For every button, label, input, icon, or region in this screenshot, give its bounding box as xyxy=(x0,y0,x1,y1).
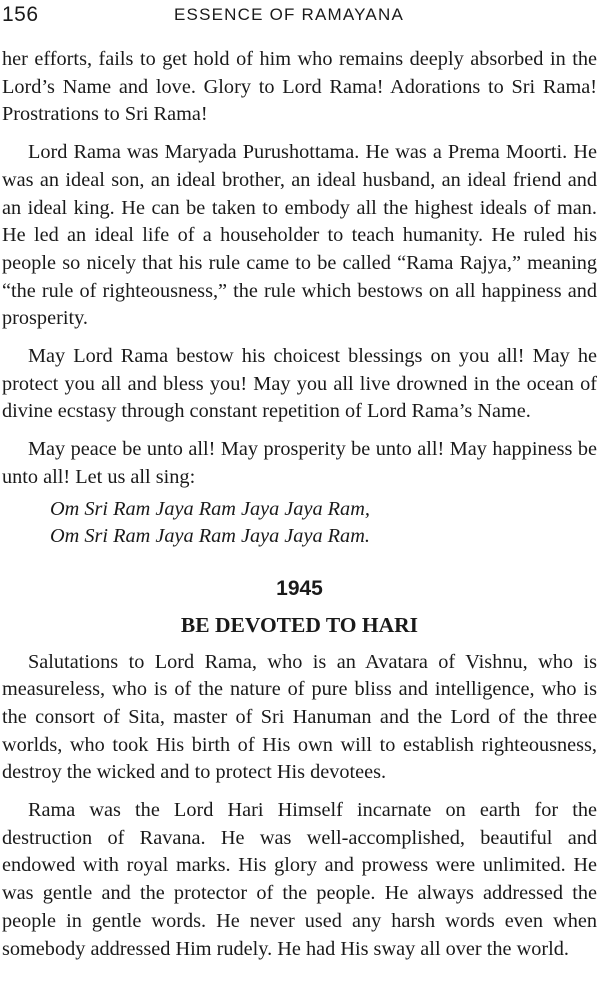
paragraph-ideals: Lord Rama was Maryada Purushottama. He was a Prema Moorti. He was an ideal son, an ideal brother, an ideal husband, an ideal friend and an ideal king. He can be taken to embody all the highest ideals of man. He led an ideal life of a householder to teach humanity. He ruled his people so nicely that his rule came to be called “Rama Rajya,” meaning “the rule of righteousness,” the rule which bestows on all happiness and prosperity. xyxy=(2,141,597,330)
paragraph-continued: her efforts, fails to get hold of him who remains deeply absorbed in the Lord’s Name and love. Glory to Lord Rama! Adorations to Sri Rama! Prostrations to Sri Rama! xyxy=(2,48,597,126)
section-title: BE DEVOTED TO HARI xyxy=(180,612,419,637)
chant-block xyxy=(2,496,597,550)
paragraph-peace: May peace be unto all! May prosperity be unto all! May happiness be unto all! Let us all sing: xyxy=(2,438,597,488)
page-number: 156 xyxy=(2,3,39,26)
page-body xyxy=(2,46,597,973)
paragraph-blessings: May Lord Rama bestow his choicest blessings on you all! May he protect you all and bless you! May you all live drowned in the ocean of divine ecstasy through constant repetition of Lord Rama’s Name. xyxy=(2,345,597,423)
running-head xyxy=(2,2,598,28)
paragraph-rama-hari: Rama was the Lord Hari Himself incarnate on earth for the destruction of Ravana. He was well-accomplished, beautiful and endowed with royal marks. His glory and prowess were unlimited. He was gentle and the protector of the people. He always addressed the people in gentle words. He never used any harsh words even when somebody addressed Him rudely. He had His sway all over the world. xyxy=(2,799,597,960)
chant-line-2: Om Sri Ram Jaya Ram Jaya Jaya Ram. xyxy=(50,524,370,547)
running-title: ESSENCE OF RAMAYANA xyxy=(174,5,404,24)
chant-line-1: Om Sri Ram Jaya Ram Jaya Jaya Ram, xyxy=(50,497,370,520)
section-number: 1945 xyxy=(276,576,323,600)
paragraph-salutations: Salutations to Lord Rama, who is an Avatara of Vishnu, who is measureless, who is of the nature of pure bliss and intelligence, who is the consort of Sita, master of Sri Hanuman and the Lord of the three worlds, who took His birth of His own will to establish righteousness, destroy the wicked and to protect His devotees. xyxy=(2,650,597,784)
